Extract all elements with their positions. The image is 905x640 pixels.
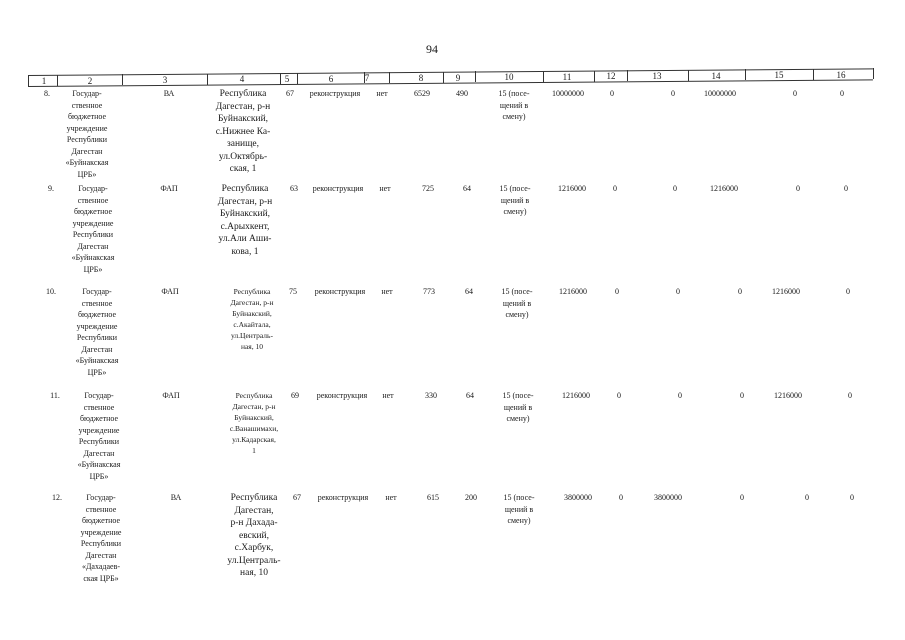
row-number: 8. [44, 89, 50, 98]
header-divider [745, 69, 746, 80]
flag-value: нет [381, 287, 393, 296]
header-cell: 11 [562, 71, 572, 82]
amount-col14: 1216000 [710, 184, 738, 193]
amount-col16: 0 [844, 184, 848, 193]
header-divider [873, 68, 874, 79]
header-cell: 15 [774, 70, 784, 81]
amount-col12: 0 [610, 89, 614, 98]
institution-name: Государ- ственное бюджетное учреждение Республики Дагестан «Буйнакская ЦРБ» [77, 391, 121, 481]
amount-col12: 0 [617, 391, 621, 400]
facility-type: ФАП [161, 287, 179, 296]
header-cell: 10 [504, 72, 514, 83]
header-cell: 7 [364, 73, 370, 84]
row-number: 9. [48, 184, 54, 193]
area-value: 725 [422, 184, 434, 193]
amount-col14: 0 [740, 493, 744, 502]
area-value: 330 [425, 391, 437, 400]
row-number: 12. [52, 493, 62, 502]
facility-address: Республика Дагестан, р-н Буйнакский, с.Ванашимахи, ул.Кадарская, 1 [229, 391, 279, 455]
amount-total: 10000000 [552, 89, 584, 98]
amount-col14: 0 [740, 391, 744, 400]
header-cell: 14 [711, 70, 721, 81]
header-cell: 1 [41, 75, 47, 86]
facility-type: ВА [170, 493, 182, 502]
build-year: 67 [286, 89, 294, 98]
capacity-value: 200 [465, 493, 477, 502]
facility-address: Республика Дагестан, р-н Буйнакский, с.Акайтала, ул.Централь- ная, 10 [230, 287, 274, 351]
header-divider [57, 75, 58, 86]
area-value: 773 [423, 287, 435, 296]
build-year: 69 [291, 391, 299, 400]
work-type: реконструкция [312, 184, 364, 193]
facility-type: ФАП [160, 184, 178, 193]
amount-col15: 0 [796, 184, 800, 193]
institution-name: Государ- ственное бюджетное учреждение Республики Дагестан «Буйнакская ЦРБ» [71, 184, 115, 274]
header-cell: 3 [162, 74, 168, 85]
work-type: реконструкция [317, 493, 369, 502]
header-cell: 16 [836, 69, 846, 80]
amount-col12: 0 [613, 184, 617, 193]
amount-total: 3800000 [564, 493, 592, 502]
work-type: реконструкция [316, 391, 368, 400]
build-year: 63 [290, 184, 298, 193]
header-divider [297, 73, 298, 84]
amount-col13: 0 [671, 89, 675, 98]
area-value: 6529 [414, 89, 430, 98]
amount-total: 1216000 [562, 391, 590, 400]
work-type: реконструкция [314, 287, 366, 296]
amount-col12: 0 [619, 493, 623, 502]
amount-col13: 0 [678, 391, 682, 400]
visits-per-shift: 15 (посе- щений в смену) [501, 287, 533, 319]
header-cell: 8 [418, 72, 424, 83]
header-divider [688, 70, 689, 81]
header-divider [475, 71, 476, 82]
facility-address: Республика Дагестан, р-н Буйнакский, с.Арыхкент, ул.Али Аши- кова, 1 [217, 184, 273, 257]
facility-address: Республика Дагестан, р-н Буйнакский, с.Нижнее Ка- занище, ул.Октябрь- ская, 1 [215, 89, 271, 174]
flag-value: нет [385, 493, 397, 502]
amount-total: 1216000 [559, 287, 587, 296]
visits-per-shift: 15 (посе- щений в смену) [498, 89, 530, 121]
header-cell: 12 [606, 71, 616, 82]
capacity-value: 490 [456, 89, 468, 98]
header-divider [627, 70, 628, 81]
row-number: 11. [50, 391, 60, 400]
institution-name: Государ- ственное бюджетное учреждение Республики Дагестан «Буйнакская ЦРБ» [75, 287, 119, 377]
header-divider [543, 71, 544, 82]
header-cell: 9 [455, 72, 461, 83]
capacity-value: 64 [465, 287, 473, 296]
header-cell: 2 [87, 75, 93, 86]
amount-total: 1216000 [558, 184, 586, 193]
header-divider [594, 71, 595, 82]
flag-value: нет [382, 391, 394, 400]
flag-value: нет [376, 89, 388, 98]
facility-type: ФАП [162, 391, 180, 400]
header-divider [28, 75, 29, 86]
header-cell: 4 [239, 74, 245, 85]
amount-col16: 0 [848, 391, 852, 400]
amount-col15: 0 [805, 493, 809, 502]
flag-value: нет [379, 184, 391, 193]
build-year: 67 [293, 493, 301, 502]
row-number: 10. [46, 287, 56, 296]
amount-col15: 1216000 [774, 391, 802, 400]
header-divider [122, 74, 123, 85]
facility-type: ВА [163, 89, 175, 98]
capacity-value: 64 [466, 391, 474, 400]
amount-col13: 3800000 [654, 493, 682, 502]
amount-col16: 0 [840, 89, 844, 98]
amount-col14: 10000000 [704, 89, 736, 98]
amount-col16: 0 [846, 287, 850, 296]
amount-col15: 0 [793, 89, 797, 98]
work-type: реконструкция [309, 89, 361, 98]
page-number: 94 [426, 42, 438, 56]
institution-name: Государ- ственное бюджетное учреждение Республики Дагестан «Буйнакская ЦРБ» [65, 89, 109, 179]
header-divider [443, 72, 444, 83]
header-cell: 13 [652, 71, 662, 82]
header-divider [389, 72, 390, 83]
amount-col14: 0 [738, 287, 742, 296]
header-divider [207, 74, 208, 85]
facility-address: Республика Дагестан, р-н Дахада- евский, с.Харбук, ул.Централь- ная, 10 [227, 493, 281, 578]
institution-name: Государ- ственное бюджетное учреждение Республики Дагестан «Дахадаев- ская ЦРБ» [80, 493, 122, 583]
build-year: 75 [289, 287, 297, 296]
amount-col15: 1216000 [772, 287, 800, 296]
visits-per-shift: 15 (посе- щений в смену) [499, 184, 531, 216]
visits-per-shift: 15 (посе- щений в смену) [503, 493, 535, 525]
visits-per-shift: 15 (посе- щений в смену) [502, 391, 534, 423]
amount-col13: 0 [673, 184, 677, 193]
area-value: 615 [427, 493, 439, 502]
amount-col13: 0 [676, 287, 680, 296]
header-cell: 6 [328, 73, 334, 84]
amount-col16: 0 [850, 493, 854, 502]
header-cell: 5 [284, 73, 290, 84]
capacity-value: 64 [463, 184, 471, 193]
amount-col12: 0 [615, 287, 619, 296]
header-divider [813, 69, 814, 80]
